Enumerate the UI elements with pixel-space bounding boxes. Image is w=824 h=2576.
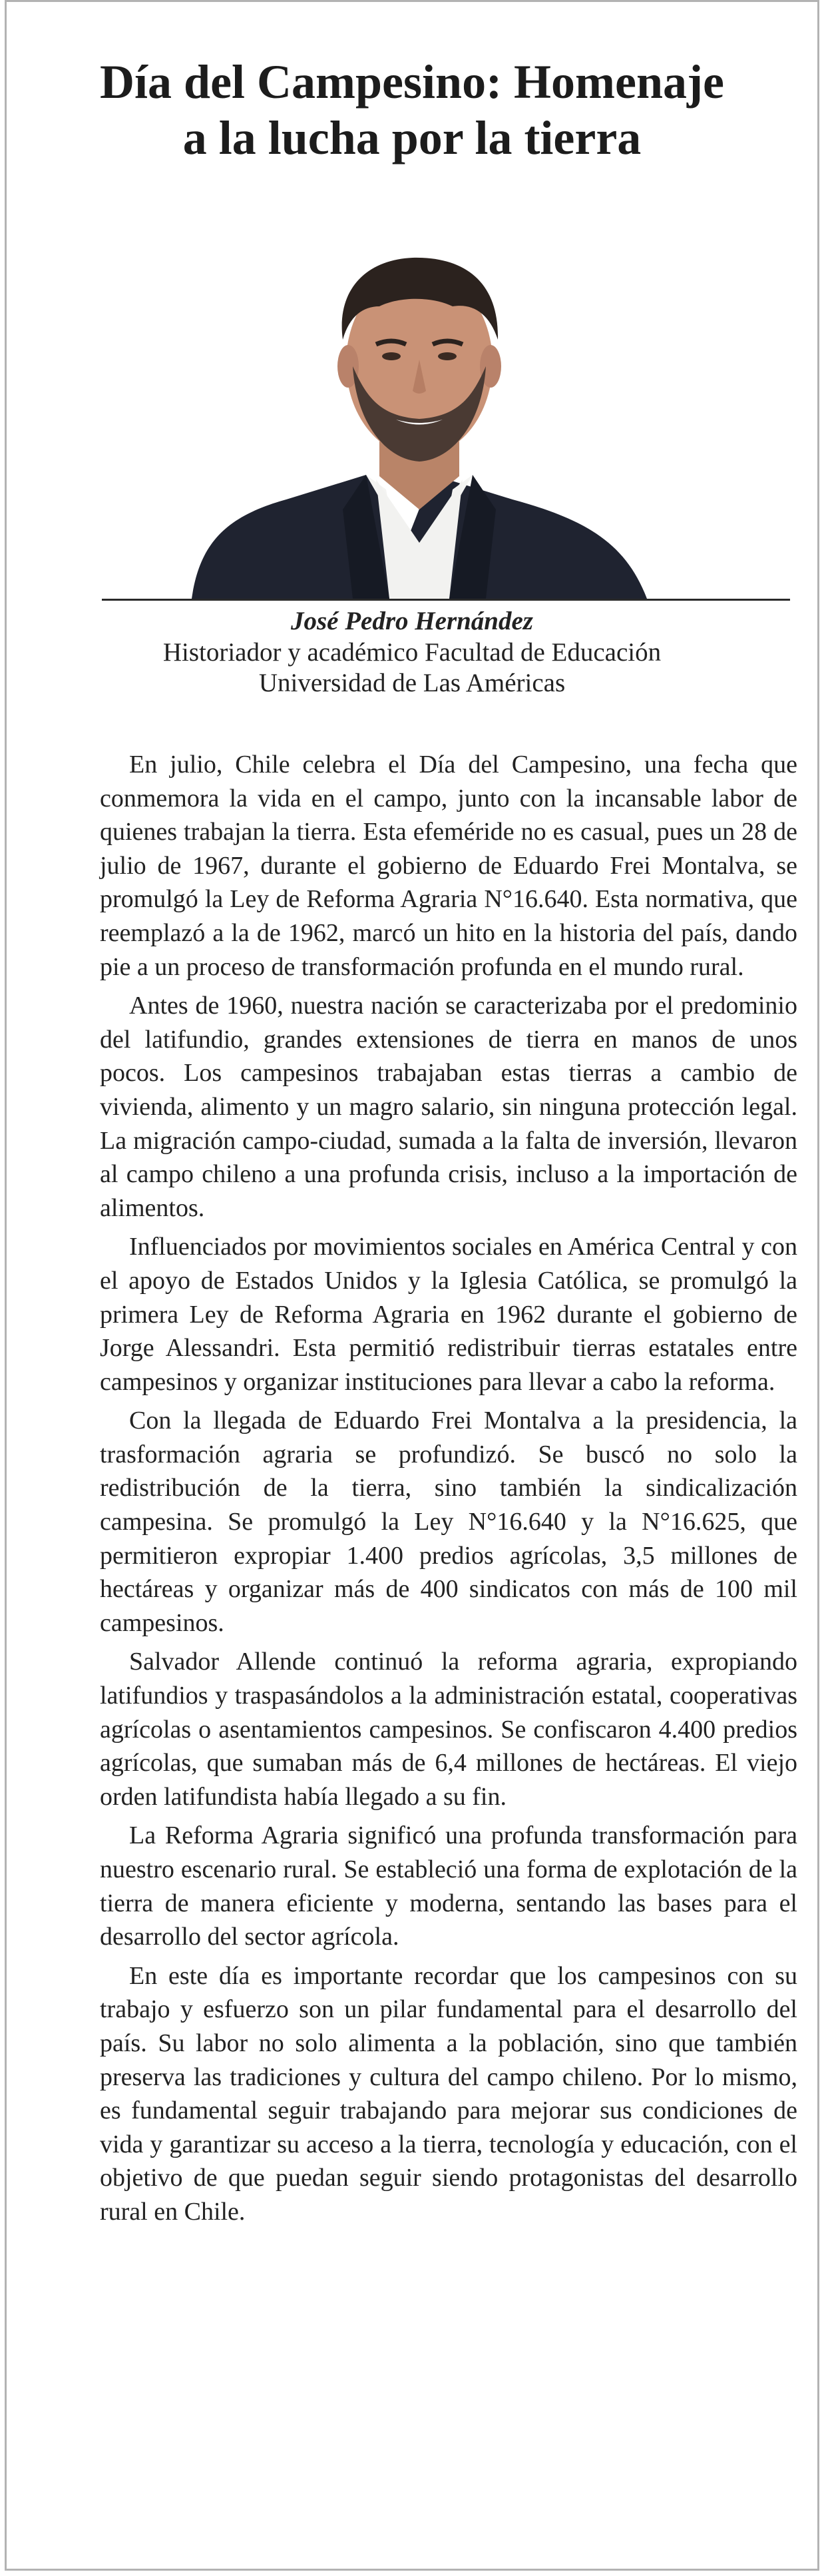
- author-name: José Pedro Hernández: [291, 607, 533, 635]
- paragraph: En julio, Chile celebra el Día del Campesino, una fecha que conmemora la vida en el campo, junto con la incansable labor de quienes trabajan la tierra. Esta efeméride no es casual, pues un 28 de julio de 1967, durante el gobierno de Eduardo Frei Montalva, se promulgó la Ley de Reforma Agraria N°16.640. Esta normativa, que reemplazó a la de 1962, marcó un hito en la historia del país, dando pie a un proceso de transformación profunda en el mundo rural.: [100, 751, 797, 981]
- paragraph: Con la llegada de Eduardo Frei Montalva a la presidencia, la trasformación agraria se profundizó. Se buscó no solo la redistribución de la tierra, sino también la sindicalización campesina. Se promulgó la Ley N°16.640 y la N°16.625, que permitieron expropiar 1.400 predios agrícolas, 3,5 millones de hectáreas y organizar más de 400 sindicatos con más de 100 mil campesinos.: [100, 1407, 797, 1637]
- byline: [7, 605, 817, 699]
- author-photo: [186, 196, 652, 599]
- paragraph: Influenciados por movimientos sociales en América Central y con el apoyo de Estados Unidos y la Iglesia Católica, se promulgó la primera Ley de Reforma Agraria en 1962 durante el gobierno de Jorge Alessandri. Esta permitió redistribuir tierras estatales entre campesinos y organizar instituciones para llevar a cabo la reforma.: [100, 1233, 797, 1396]
- paragraph: Antes de 1960, nuestra nación se caracterizaba por el predominio del latifundio, grandes extensiones de tierra en manos de unos pocos. Los campesinos trabajaban estas tierras a cambio de vivienda, alimento y un magro salario, sin ninguna protección legal. La migración campo-ciudad, sumada a la falta de inversión, llevaron al campo chileno a una profunda crisis, incluso a la importación de alimentos.: [100, 992, 797, 1222]
- headline-line-1: Día del Campesino: Homenaje: [100, 55, 724, 109]
- author-role-line-1: Historiador y académico Facultad de Educación: [162, 638, 662, 667]
- article-body: [100, 748, 797, 2234]
- headline-line-2: a la lucha por la tierra: [182, 111, 642, 164]
- article-frame: [5, 0, 819, 2571]
- author-role-line-2: Universidad de Las Américas: [258, 669, 566, 697]
- paragraph: En este día es importante recordar que los campesinos con su trabajo y esfuerzo son un pilar fundamental para el desarrollo del país. Su labor no solo alimenta a la población, sino que también preserva las tradiciones y cultura del campo chileno. Por lo mismo, es fundamental seguir trabajando para mejorar sus condiciones de vida y garantizar su acceso a la tierra, tecnología y educación, con el objetivo de que puedan seguir siendo protagonistas del desarrollo rural en Chile.: [100, 1961, 797, 2226]
- paragraph: Salvador Allende continuó la reforma agraria, expropiando latifundios y traspasándolos a la administración estatal, cooperativas agrícolas o asentamientos campesinos. Se confiscaron 4.400 predios agrícolas, que sumaban más de 6,4 millones de hectáreas. El viejo orden latifundista había llegado a su fin.: [100, 1648, 797, 1811]
- paragraph: La Reforma Agraria significó una profunda transformación para nuestro escenario rural. Se estableció una forma de explotación de la tierra de manera eficiente y moderna, sentando las bases para el desarrollo del sector agrícola.: [100, 1821, 797, 1951]
- photo-divider: [102, 599, 790, 601]
- headline: [7, 54, 817, 166]
